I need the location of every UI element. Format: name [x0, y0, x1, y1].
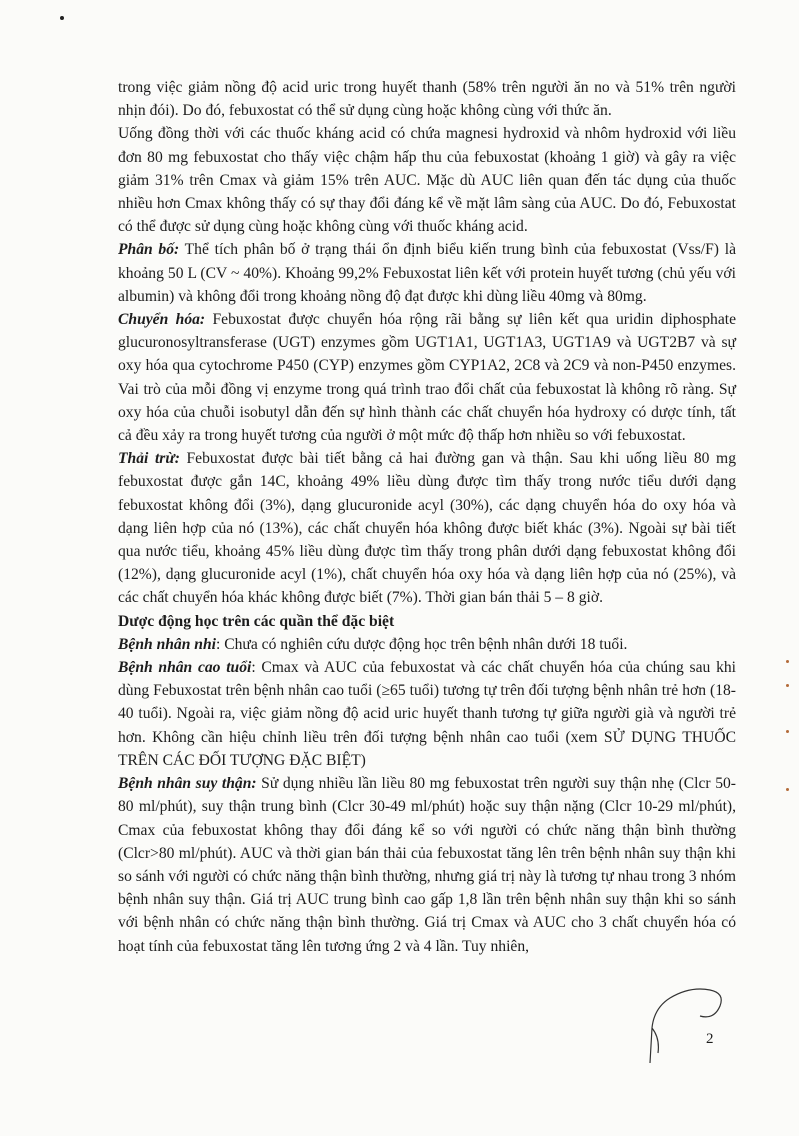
- margin-marks: [782, 660, 792, 810]
- metabolism-text: Febuxostat được chuyển hóa rộng rãi bằng sự liên kết qua uridin diphosphate glucuronosyltransferase (UGT) enzymes gồm UGT1A1, UGT1A3, UGT1A9 và UGT2B7 và sự oxy hóa qua cytochrome P450 (CYP) enzymes gồm CYP1A2, 2C8 và 2C9 và non-P450 enzymes. Vai trò của mỗi đồng vị enzyme trong quá trình trao đổi chất của febuxostat là không rõ ràng. Sự oxy hóa của chuỗi isobutyl dẫn đến sự hình thành các chất chuyển hóa hydroxy có dược tính, tất cả đều xảy ra trong huyết tương của người ở một mức độ thấp hơn nhiều so với febuxostat.: [118, 311, 737, 445]
- pediatric-label: Bệnh nhân nhi: [118, 635, 216, 653]
- page-number: 2: [706, 1031, 714, 1047]
- distribution-text: Thể tích phân bố ở trạng thái ổn định biểu kiến trung bình của febuxostat (Vss/F) là khoảng 50 L (CV ~ 40%). Khoảng 99,2% Febuxostat liên kết với protein huyết tương (chủ yếu với albumin) và không đổi trong khoảng nồng độ đạt được khi dùng liều 40mg và 80mg.: [118, 241, 736, 305]
- elderly-label: Bệnh nhân cao tuổi: [118, 659, 252, 677]
- margin-dot: [786, 788, 789, 791]
- elimination-text: Febuxostat được bài tiết bằng cả hai đường gan và thận. Sau khi uống liều 80 mg febuxostat được gắn 14C, khoảng 49% liều dùng được tìm thấy trong nước tiểu dưới dạng febuxostat không đổi (3%), dạng glucuronide acyl (30%), các dạng chuyển hóa do oxy hóa và dạng liên hợp của nó (13%), các chất chuyển hóa không được biết khác (3%). Ngoài sự bài tiết qua nước tiểu, khoảng 45% liều dùng được tìm thấy trong phân dưới dạng febuxostat không đổi (12%), dạng glucuronide acyl (1%), chất chuyển hóa oxy hóa và dạng liên hợp của nó (25%), và các chất chuyển hóa khác không được biết (7%). Thời gian bán thải 5 – 8 giờ.: [118, 450, 736, 607]
- pediatric-text: : Chưa có nghiên cứu dược động học trên bệnh nhân dưới 18 tuổi.: [215, 635, 628, 653]
- margin-dot: [786, 660, 789, 663]
- paragraph-pediatric: [118, 633, 736, 656]
- paragraph-antacid: Uống đồng thời với các thuốc kháng acid có chứa magnesi hydroxid và nhôm hydroxid với liều đơn 80 mg febuxostat cho thấy việc chậm hấp thu của febuxostat (khoảng 1 giờ) và gây ra việc giảm 31% trên Cmax và giảm 15% trên AUC. Mặc dù AUC liên quan đến tác dụng của thuốc nhiều hơn Cmax không thấy có sự thay đổi đáng kể về mặt lâm sàng của AUC. Do đó, Febuxostat có thể được sử dụng cùng hoặc không cùng với thuốc kháng acid.: [118, 125, 736, 236]
- paragraph-distribution: [118, 238, 736, 308]
- paragraph-renal: [118, 772, 736, 958]
- margin-dot: [786, 730, 789, 733]
- paragraph-food-effect: trong việc giảm nồng độ acid uric trong huyết thanh (58% trên người ăn no và 51% trên người nhịn đói). Do đó, febuxostat có thể sử dụng cùng hoặc không cùng với thức ăn.: [118, 79, 736, 120]
- section-heading-special-populations: Dược động học trên các quần thể đặc biệt: [118, 612, 395, 630]
- scan-speck: [60, 16, 64, 20]
- paragraph-elimination: [118, 447, 736, 609]
- handwritten-mark: [630, 968, 740, 1068]
- margin-dot: [786, 684, 789, 687]
- paragraph-elderly: [118, 656, 736, 772]
- elimination-label: Thải trừ:: [118, 450, 180, 468]
- document-body: [118, 76, 736, 958]
- renal-text: Sử dụng nhiều lần liều 80 mg febuxostat trên người suy thận nhẹ (Clcr 50-80 ml/phút), suy thận trung bình (Clcr 30-49 ml/phút) hoặc suy thận nặng (Clcr 10-29 ml/phút), Cmax của febuxostat không thay đổi đáng kể so với người có chức năng thận bình thường (Clcr>80 ml/phút). AUC và thời gian bán thải của febuxostat tăng lên trên bệnh nhân suy thận khi so sánh với người có chức năng thận bình thường, nhưng giá trị này là tương tự nhau trong 3 nhóm bệnh nhân suy thận. Giá trị AUC trung bình cao gấp 1,8 lần trên bệnh nhân suy thận khi so sánh với bệnh nhân có chức năng thận bình thường. Giá trị Cmax và AUC cho 3 chất chuyển hóa có hoạt tính của febuxostat tăng lên tương ứng 2 và 4 lần. Tuy nhiên,: [118, 775, 736, 955]
- elderly-text: : Cmax và AUC của febuxostat và các chất chuyển hóa của chúng sau khi dùng Febuxostat trên bệnh nhân cao tuổi (≥65 tuổi) tương tự trên đối tượng bệnh nhân trẻ hơn (18-40 tuổi). Ngoài ra, việc giảm nồng độ acid uric huyết thanh tương tự giữa người già và người trẻ hơn. Không cần hiệu chỉnh liều trên đối tượng bệnh nhân cao tuổi (xem SỬ DỤNG THUỐC TRÊN CÁC ĐỐI TƯỢNG ĐẶC BIỆT): [118, 659, 736, 769]
- metabolism-label: Chuyển hóa:: [118, 311, 206, 329]
- distribution-label: Phân bố:: [118, 241, 180, 259]
- renal-label: Bệnh nhân suy thận:: [118, 775, 257, 793]
- paragraph-metabolism: [118, 308, 736, 447]
